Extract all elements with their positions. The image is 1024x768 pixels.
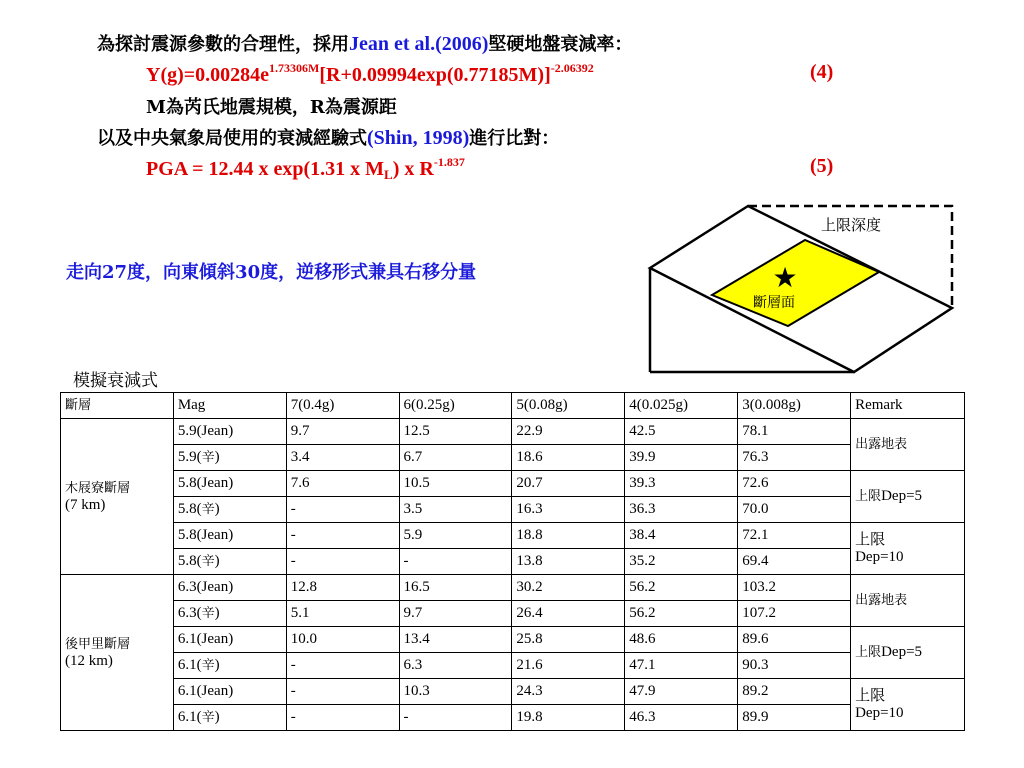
intro-text: 為探討震源參數的合理性，採用	[97, 34, 349, 55]
distance-cell: 107.2	[738, 601, 851, 627]
fault-depth: (7 km)	[65, 496, 106, 513]
fault-depth: (12 km)	[65, 652, 113, 669]
distance-cell: 6.3	[399, 653, 512, 679]
distance-cell: 22.9	[512, 419, 625, 445]
intro-line	[97, 30, 632, 56]
column-header: 6(0.25g)	[399, 393, 512, 419]
distance-cell: -	[286, 679, 399, 705]
remark-line: 上限	[855, 531, 886, 548]
distance-cell: 5.9	[399, 523, 512, 549]
distance-cell: -	[286, 653, 399, 679]
magnitude-cell: 5.9(辛)	[173, 445, 286, 471]
fault-name-cell	[61, 575, 174, 731]
hypocenter-star-icon: ★	[772, 261, 798, 294]
eq4-exponent-2: -2.06392	[550, 61, 594, 75]
distance-cell: 10.3	[399, 679, 512, 705]
fault-diagram	[640, 196, 960, 380]
table-header-row	[61, 393, 965, 419]
intro-tail: 堅硬地盤衰減率：	[488, 34, 633, 55]
distance-cell: 72.1	[738, 523, 851, 549]
distance-cell: 9.7	[399, 601, 512, 627]
eq5-part-b: ) x R	[392, 158, 434, 180]
distance-cell: 3.4	[286, 445, 399, 471]
distance-cell: 10.5	[399, 471, 512, 497]
comparison-line	[97, 124, 559, 150]
table-row	[61, 419, 965, 445]
remark-cell	[851, 679, 965, 731]
distance-cell: -	[286, 549, 399, 575]
fault-name: 木屐寮斷層	[65, 480, 131, 496]
distance-cell: 89.2	[738, 679, 851, 705]
column-header: Remark	[851, 393, 965, 419]
distance-cell: 103.2	[738, 575, 851, 601]
table-row	[61, 549, 965, 575]
distance-cell: 42.5	[625, 419, 738, 445]
distance-cell: 39.9	[625, 445, 738, 471]
table-row	[61, 497, 965, 523]
fault-plane-label: 斷層面	[753, 295, 795, 311]
distance-cell: 7.6	[286, 471, 399, 497]
distance-cell: 39.3	[625, 471, 738, 497]
distance-cell: 13.4	[399, 627, 512, 653]
magnitude-cell: 6.1(Jean)	[173, 679, 286, 705]
table-row	[61, 627, 965, 653]
table-row	[61, 575, 965, 601]
upper-depth-label: 上限深度	[821, 216, 882, 234]
distance-cell: 19.8	[512, 705, 625, 731]
eq4-main: Y(g)=0.00284e	[146, 64, 270, 86]
table-row	[61, 679, 965, 705]
eq5-subscript: L	[384, 167, 393, 182]
distance-cell: 35.2	[625, 549, 738, 575]
distance-cell: 13.8	[512, 549, 625, 575]
distance-cell: 16.5	[399, 575, 512, 601]
distance-cell: 69.4	[738, 549, 851, 575]
equation-4	[146, 61, 594, 87]
column-header: 3(0.008g)	[738, 393, 851, 419]
distance-cell: 56.2	[625, 575, 738, 601]
distance-cell: 10.0	[286, 627, 399, 653]
distance-cell: 72.6	[738, 471, 851, 497]
distance-cell: 76.3	[738, 445, 851, 471]
magnitude-cell: 5.8(Jean)	[173, 471, 286, 497]
magnitude-cell: 6.1(Jean)	[173, 627, 286, 653]
fault-name-cell	[61, 419, 174, 575]
eq5-part-a: PGA = 12.44 x exp(1.31 x M	[146, 158, 385, 180]
remark-cell: 出露地表	[851, 419, 965, 471]
distance-cell: 12.8	[286, 575, 399, 601]
table-title: 模擬衰減式	[73, 371, 158, 391]
distance-cell: -	[399, 705, 512, 731]
distance-cell: 9.7	[286, 419, 399, 445]
distance-cell: 36.3	[625, 497, 738, 523]
distance-cell: 24.3	[512, 679, 625, 705]
magnitude-cell: 6.3(辛)	[173, 601, 286, 627]
magnitude-cell: 5.8(辛)	[173, 497, 286, 523]
magnitude-cell: 5.9(Jean)	[173, 419, 286, 445]
remark-line: Dep=10	[855, 704, 904, 721]
magnitude-cell: 5.8(Jean)	[173, 523, 286, 549]
distance-cell: 26.4	[512, 601, 625, 627]
magnitude-definition-text: M為芮氏地震規模，R為震源距	[146, 97, 397, 118]
magnitude-cell: 5.8(辛)	[173, 549, 286, 575]
table-row	[61, 471, 965, 497]
comparison-tail: 進行比對：	[469, 128, 560, 149]
magnitude-cell: 6.3(Jean)	[173, 575, 286, 601]
distance-cell: 46.3	[625, 705, 738, 731]
distance-cell: -	[286, 705, 399, 731]
equation-5-number: (5)	[810, 155, 834, 177]
column-header: 斷層	[61, 393, 174, 419]
distance-cell: 3.5	[399, 497, 512, 523]
remark-line: 上限	[855, 687, 886, 704]
distance-cell: 70.0	[738, 497, 851, 523]
table-row	[61, 601, 965, 627]
fault-description: 走向27度，向東傾斜30度，逆移形式兼具右移分量	[66, 262, 477, 283]
eq4-exponent-1: 1.73306M	[269, 61, 320, 75]
distance-cell: 16.3	[512, 497, 625, 523]
remark-cell: 上限Dep=5	[851, 627, 965, 679]
equation-5	[146, 155, 465, 183]
distance-cell: 12.5	[399, 419, 512, 445]
distance-cell: 18.6	[512, 445, 625, 471]
eq5-exponent: -1.837	[433, 155, 465, 169]
comparison-text: 以及中央氣象局使用的衰減經驗式	[97, 128, 367, 149]
distance-cell: 38.4	[625, 523, 738, 549]
distance-cell: 89.9	[738, 705, 851, 731]
table-row	[61, 705, 965, 731]
magnitude-cell: 6.1(辛)	[173, 705, 286, 731]
distance-cell: 56.2	[625, 601, 738, 627]
fault-name: 後甲里斷層	[65, 636, 131, 652]
distance-cell: 90.3	[738, 653, 851, 679]
remark-cell: 上限Dep=5	[851, 471, 965, 523]
distance-cell: 78.1	[738, 419, 851, 445]
shin-reference: (Shin, 1998)	[367, 127, 470, 149]
distance-cell: -	[286, 523, 399, 549]
remark-line: Dep=10	[855, 548, 904, 565]
distance-cell: 18.8	[512, 523, 625, 549]
column-header: 7(0.4g)	[286, 393, 399, 419]
column-header: Mag	[173, 393, 286, 419]
magnitude-definition	[146, 93, 397, 119]
distance-cell: 47.9	[625, 679, 738, 705]
attenuation-table	[60, 392, 965, 731]
distance-cell: 5.1	[286, 601, 399, 627]
distance-cell: 25.8	[512, 627, 625, 653]
distance-cell: 48.6	[625, 627, 738, 653]
remark-cell	[851, 523, 965, 575]
distance-cell: 30.2	[512, 575, 625, 601]
table-row	[61, 523, 965, 549]
column-header: 5(0.08g)	[512, 393, 625, 419]
distance-cell: 20.7	[512, 471, 625, 497]
jean-reference: Jean et al.(2006)	[349, 33, 489, 55]
magnitude-cell: 6.1(辛)	[173, 653, 286, 679]
distance-cell: -	[399, 549, 512, 575]
equation-4-number: (4)	[810, 61, 834, 83]
remark-cell: 出露地表	[851, 575, 965, 627]
distance-cell: -	[286, 497, 399, 523]
table-row	[61, 653, 965, 679]
distance-cell: 47.1	[625, 653, 738, 679]
distance-cell: 21.6	[512, 653, 625, 679]
distance-cell: 6.7	[399, 445, 512, 471]
eq4-mid: [R+0.09994exp(0.77185M)]	[319, 64, 551, 86]
distance-cell: 89.6	[738, 627, 851, 653]
table-row	[61, 445, 965, 471]
column-header: 4(0.025g)	[625, 393, 738, 419]
